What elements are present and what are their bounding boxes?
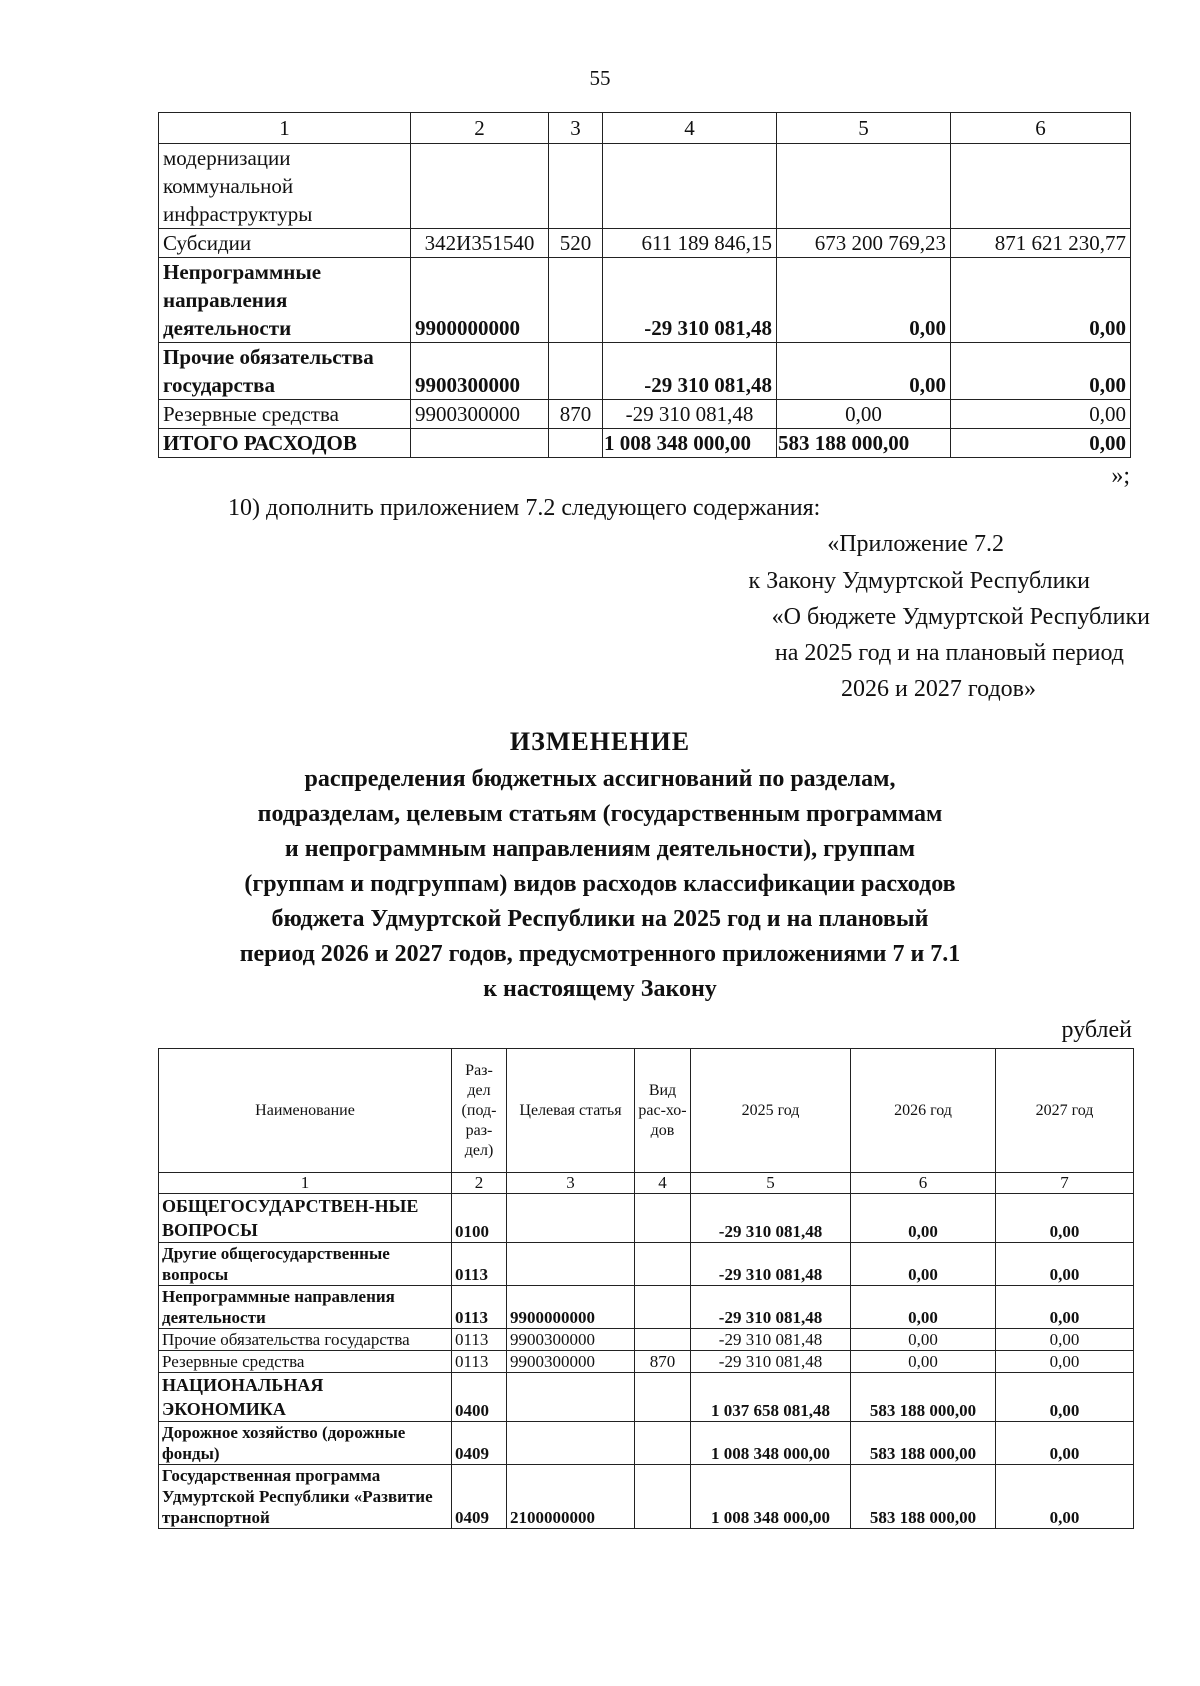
title-subline: (группам и подгруппам) видов расходов классификации расходов xyxy=(244,871,956,897)
row-name: Другие общегосударственные вопросы xyxy=(159,1243,452,1286)
row-2026: 583 188 000,00 xyxy=(851,1373,996,1422)
row-name: Непрограммные направления деятельности xyxy=(159,258,411,343)
title-subline: распределения бюджетных ассигнований по разделам, xyxy=(304,766,896,792)
row-code xyxy=(411,144,549,229)
budget-allocation-table xyxy=(158,1048,1134,1529)
row-name: модернизации коммунальной инфраструктуры xyxy=(159,144,411,229)
expenses-table-continued xyxy=(158,112,1131,458)
row-name: Дорожное хозяйство (дорожные фонды) xyxy=(159,1422,452,1465)
row-2026 xyxy=(777,144,951,229)
title-subline: к настоящему Закону xyxy=(483,976,717,1002)
row-2026: 0,00 xyxy=(777,400,951,429)
row-section: 0409 xyxy=(452,1465,507,1529)
row-2025: -29 310 081,48 xyxy=(603,343,777,400)
column-number: 4 xyxy=(603,113,777,144)
row-section: 0100 xyxy=(452,1194,507,1243)
row-kind xyxy=(635,1422,691,1465)
row-name: Государственная программа Удмуртской Республики «Развитие транспортной xyxy=(159,1465,452,1529)
header-section: Раз-дел (под-раз-дел) xyxy=(452,1049,507,1173)
appendix-line-5: 2026 и 2027 годов» xyxy=(841,676,1036,702)
table-row xyxy=(159,1329,1134,1351)
row-2027: 0,00 xyxy=(996,1329,1134,1351)
row-2027: 0,00 xyxy=(996,1243,1134,1286)
row-kind xyxy=(549,343,603,400)
row-2025: -29 310 081,48 xyxy=(691,1243,851,1286)
table-row-total xyxy=(159,429,1131,458)
closing-quote: »; xyxy=(1111,463,1130,489)
table-row xyxy=(159,1373,1134,1422)
column-number: 6 xyxy=(951,113,1131,144)
row-code: 9900300000 xyxy=(411,343,549,400)
row-section: 0113 xyxy=(452,1329,507,1351)
row-2026: 0,00 xyxy=(851,1329,996,1351)
header-row xyxy=(159,1049,1134,1173)
table-row xyxy=(159,1286,1134,1329)
column-number: 3 xyxy=(549,113,603,144)
row-2026: 0,00 xyxy=(851,1194,996,1243)
row-2027: 0,00 xyxy=(951,343,1131,400)
row-2026: 0,00 xyxy=(851,1243,996,1286)
row-2025: 1 008 348 000,00 xyxy=(603,429,777,458)
row-2027: 0,00 xyxy=(996,1422,1134,1465)
row-name: Субсидии xyxy=(159,229,411,258)
title-subline: и непрограммным направлениям деятельности), группам xyxy=(284,836,916,862)
row-code: 342И351540 xyxy=(411,229,549,258)
row-2026: 0,00 xyxy=(851,1286,996,1329)
row-2025: -29 310 081,48 xyxy=(603,400,777,429)
row-code: 9900000000 xyxy=(411,258,549,343)
header-kind: Вид рас-хо-дов xyxy=(635,1049,691,1173)
table-row xyxy=(159,1243,1134,1286)
table-row xyxy=(159,144,1131,229)
row-2025: -29 310 081,48 xyxy=(603,258,777,343)
row-kind xyxy=(635,1329,691,1351)
row-section: 0400 xyxy=(452,1373,507,1422)
row-kind xyxy=(549,258,603,343)
row-2026: 0,00 xyxy=(777,258,951,343)
row-2026: 583 188 000,00 xyxy=(851,1465,996,1529)
row-2027: 0,00 xyxy=(951,429,1131,458)
table-row xyxy=(159,229,1131,258)
row-2026: 673 200 769,23 xyxy=(777,229,951,258)
row-kind: 520 xyxy=(549,229,603,258)
row-2025: -29 310 081,48 xyxy=(691,1286,851,1329)
row-2026: 583 188 000,00 xyxy=(851,1422,996,1465)
row-2026: 583 188 000,00 xyxy=(777,429,951,458)
header-2025: 2025 год xyxy=(691,1049,851,1173)
row-name: Прочие обязательства государства xyxy=(159,343,411,400)
row-kind: 870 xyxy=(549,400,603,429)
column-number: 6 xyxy=(851,1173,996,1194)
table-row xyxy=(159,1465,1134,1529)
header-target: Целевая статья xyxy=(507,1049,635,1173)
row-code: 9900300000 xyxy=(411,400,549,429)
header-2026: 2026 год xyxy=(851,1049,996,1173)
table-row xyxy=(159,400,1131,429)
appendix-line-2: к Закону Удмуртской Республики xyxy=(748,568,1090,594)
units-label: рублей xyxy=(1061,1017,1132,1043)
row-2025: -29 310 081,48 xyxy=(691,1351,851,1373)
row-2027: 0,00 xyxy=(951,400,1131,429)
row-target xyxy=(507,1243,635,1286)
row-2027: 0,00 xyxy=(996,1194,1134,1243)
row-2027: 0,00 xyxy=(996,1465,1134,1529)
column-number: 7 xyxy=(996,1173,1134,1194)
row-name: Резервные средства xyxy=(159,400,411,429)
row-kind: 870 xyxy=(635,1351,691,1373)
row-name: ОБЩЕГОСУДАРСТВЕН-НЫЕ ВОПРОСЫ xyxy=(159,1194,452,1243)
row-kind xyxy=(635,1465,691,1529)
table-row xyxy=(159,258,1131,343)
row-code xyxy=(411,429,549,458)
column-number-row xyxy=(159,113,1131,144)
column-number: 1 xyxy=(159,1173,452,1194)
document-title: ИЗМЕНЕНИЕ xyxy=(509,727,691,756)
row-2027: 871 621 230,77 xyxy=(951,229,1131,258)
header-name: Наименование xyxy=(159,1049,452,1173)
header-2027: 2027 год xyxy=(996,1049,1134,1173)
row-2027 xyxy=(951,144,1131,229)
row-target: 9900300000 xyxy=(507,1351,635,1373)
column-number: 2 xyxy=(411,113,549,144)
row-2027: 0,00 xyxy=(996,1351,1134,1373)
row-target xyxy=(507,1194,635,1243)
column-number-row xyxy=(159,1173,1134,1194)
row-2025: 1 008 348 000,00 xyxy=(691,1465,851,1529)
column-number: 5 xyxy=(691,1173,851,1194)
row-2025: 1 037 658 081,48 xyxy=(691,1373,851,1422)
column-number: 3 xyxy=(507,1173,635,1194)
row-2025: 1 008 348 000,00 xyxy=(691,1422,851,1465)
row-target: 9900300000 xyxy=(507,1329,635,1351)
table-row xyxy=(159,343,1131,400)
amendment-paragraph: 10) дополнить приложением 7.2 следующего содержания: xyxy=(228,495,821,521)
table-row xyxy=(159,1351,1134,1373)
row-kind xyxy=(549,429,603,458)
row-2027: 0,00 xyxy=(996,1373,1134,1422)
column-number: 4 xyxy=(635,1173,691,1194)
row-name: Резервные средства xyxy=(159,1351,452,1373)
row-section: 0113 xyxy=(452,1286,507,1329)
appendix-line-4: на 2025 год и на плановый период xyxy=(774,640,1124,666)
row-kind xyxy=(549,144,603,229)
row-kind xyxy=(635,1243,691,1286)
row-2025: 611 189 846,15 xyxy=(603,229,777,258)
row-target: 9900000000 xyxy=(507,1286,635,1329)
column-number: 2 xyxy=(452,1173,507,1194)
row-target: 2100000000 xyxy=(507,1465,635,1529)
row-2026: 0,00 xyxy=(851,1351,996,1373)
title-subline: подразделам, целевым статьям (государственным программам xyxy=(257,801,943,827)
page-number: 55 xyxy=(589,66,611,90)
row-2027: 0,00 xyxy=(951,258,1131,343)
row-name: Непрограммные направления деятельности xyxy=(159,1286,452,1329)
appendix-line-1: «Приложение 7.2 xyxy=(827,531,1004,557)
row-kind xyxy=(635,1194,691,1243)
column-number: 1 xyxy=(159,113,411,144)
row-2025: -29 310 081,48 xyxy=(691,1194,851,1243)
row-target xyxy=(507,1373,635,1422)
row-name: ИТОГО РАСХОДОВ xyxy=(159,429,411,458)
row-2025: -29 310 081,48 xyxy=(691,1329,851,1351)
row-section: 0113 xyxy=(452,1243,507,1286)
row-2026: 0,00 xyxy=(777,343,951,400)
row-kind xyxy=(635,1286,691,1329)
row-section: 0409 xyxy=(452,1422,507,1465)
title-subline: бюджета Удмуртской Республики на 2025 год и на плановый xyxy=(271,906,929,932)
column-number: 5 xyxy=(777,113,951,144)
table-row xyxy=(159,1194,1134,1243)
row-target xyxy=(507,1422,635,1465)
row-2027: 0,00 xyxy=(996,1286,1134,1329)
row-name: НАЦИОНАЛЬНАЯ ЭКОНОМИКА xyxy=(159,1373,452,1422)
row-section: 0113 xyxy=(452,1351,507,1373)
row-kind xyxy=(635,1373,691,1422)
title-subline: период 2026 и 2027 годов, предусмотренного приложениями 7 и 7.1 xyxy=(239,941,961,967)
table-row xyxy=(159,1422,1134,1465)
appendix-line-3: «О бюджете Удмуртской Республики xyxy=(771,604,1150,630)
row-name: Прочие обязательства государства xyxy=(159,1329,452,1351)
row-2025 xyxy=(603,144,777,229)
